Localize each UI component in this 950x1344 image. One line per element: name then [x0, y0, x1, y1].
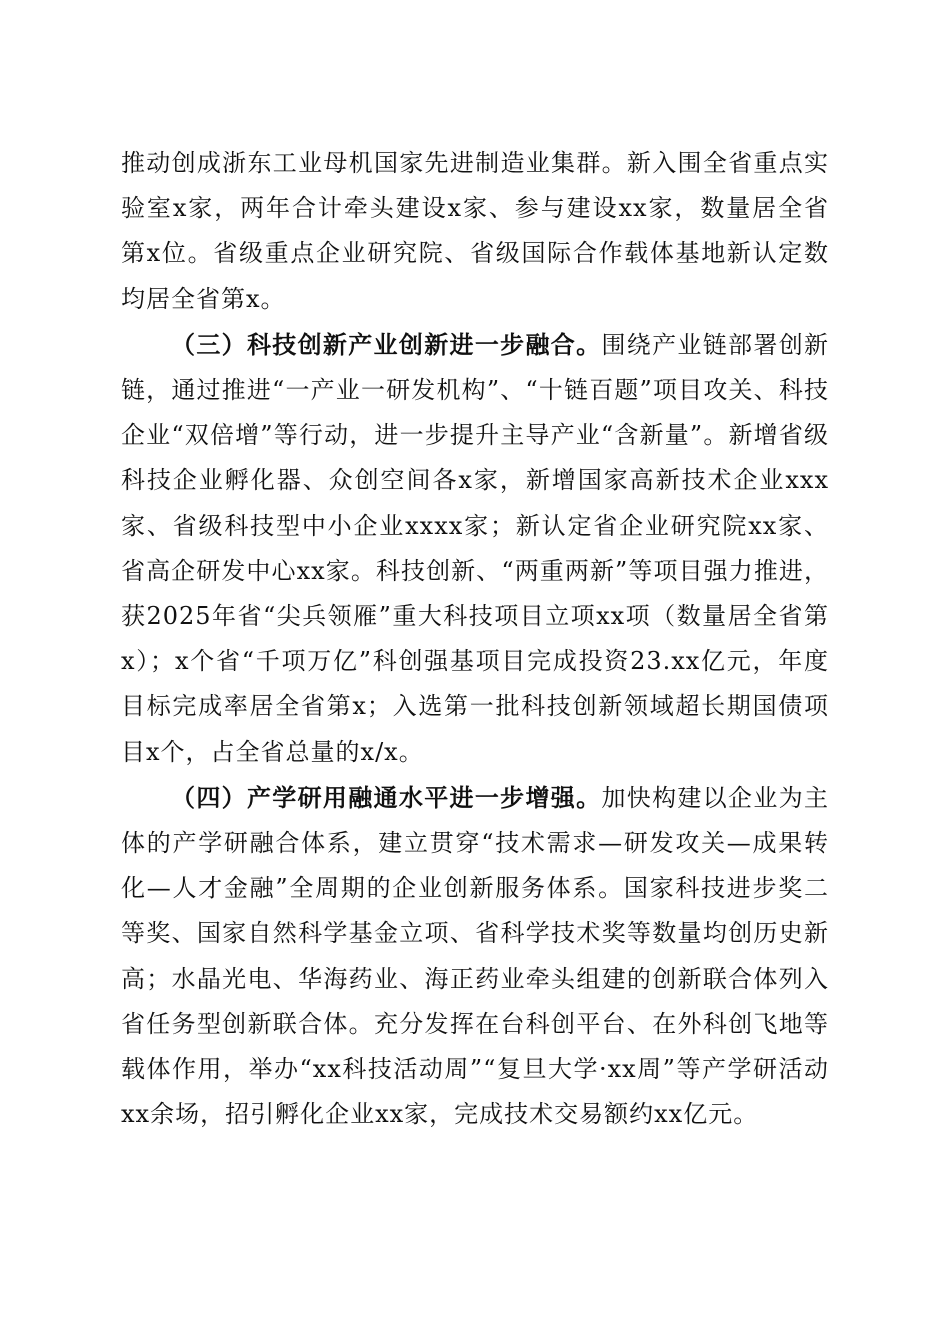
paragraph-section-three — [121, 322, 829, 775]
section-four-heading: （四）产学研用融通水平进一步增强。 — [171, 782, 602, 812]
paragraph-intro-text: 推动创成浙东工业母机国家先进制造业集群。新入围全省重点实验室x家，两年合计牵头建设x家、参与建设xx家，数量居全省第x位。省级重点企业研究院、省级国际合作载体基地新认定数均居全省第x。 — [121, 149, 829, 313]
section-three-heading: （三）科技创新产业创新进一步融合。 — [171, 329, 602, 359]
section-three-text: 围绕产业链部署创新链，通过推进“一产业一研发机构”、“十链百题”项目攻关、科技企业“双倍增”等行动，进一步提升主导产业“含新量”。新增省级科技企业孵化器、众创空间各x家，新增国家高新技术企业xxx家、省级科技型中小企业xxxx家；新认定省企业研究院xx家、省高企研发中心xx家。科技创新、“两重两新”等项目强力推进，获2025年省“尖兵领雁”重大科技项目立项xx项（数量居全省第x）；x个省“千项万亿”科创强基项目完成投资23.xx亿元，年度目标完成率居全省第x；入选第一批科技创新领域超长期国债项目x个，占全省总量的x/x。 — [121, 330, 830, 766]
paragraph-section-four — [121, 775, 829, 1138]
section-four-text: 加快构建以企业为主体的产学研融合体系，建立贯穿“技术需求—研发攻关—成果转化—人才金融”全周期的企业创新服务体系。国家科技进步奖二等奖、国家自然科学基金立项、省科学技术奖等数量均创历史新高；水晶光电、华海药业、海正药业牵头组建的创新联合体列入省任务型创新联合体。充分发挥在台科创平台、在外科创飞地等载体作用，举办“xx科技活动周”“复旦大学·xx周”等产学研活动xx余场，招引孵化企业xx家，完成技术交易额约xx亿元。 — [121, 783, 830, 1129]
paragraph-intro-continuation — [121, 141, 829, 322]
document-page — [121, 141, 829, 1137]
